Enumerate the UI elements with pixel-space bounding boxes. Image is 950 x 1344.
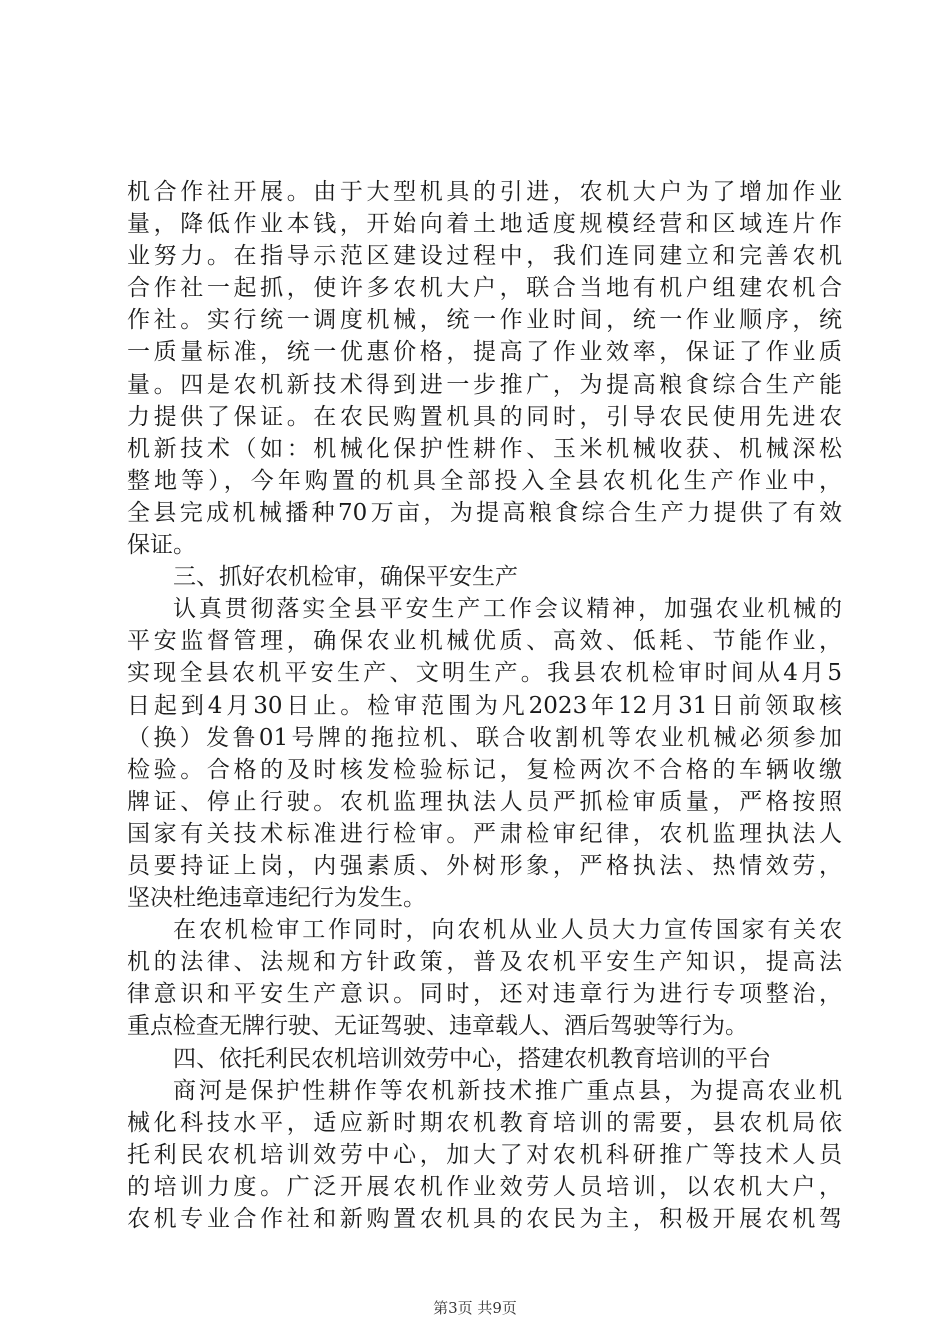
text-line: 一质量标准，统一优惠价格，提高了作业效率，保证了作业质 [127, 339, 842, 366]
text-line: 机的法律、法规和方针政策，普及农机平安生产知识，提高法 [127, 949, 842, 976]
text-line: 日起到4月30日止。检审范围为凡2023年12月31日前领取核 [127, 692, 842, 719]
text-line: 律意识和平安生产意识。同时，还对违章行为进行专项整治， [127, 981, 842, 1008]
text-line: （换）发鲁01号牌的拖拉机、联合收割机等农业机械必须参加 [127, 724, 842, 751]
text-line: 三、抓好农机检审，确保平安生产 [173, 564, 518, 591]
text-line: 重点检查无牌行驶、无证驾驶、违章载人、酒后驾驶等行为。 [127, 1013, 748, 1040]
text-line: 的培训力度。广泛开展农机作业效劳人员培训，以农机大户， [127, 1173, 842, 1200]
text-line: 商河是保护性耕作等农机新技术推广重点县，为提高农业机 [173, 1077, 842, 1104]
text-line: 械化科技水平，适应新时期农机教育培训的需要，县农机局依 [127, 1109, 842, 1136]
text-line: 坚决杜绝违章违纪行为发生。 [127, 885, 426, 912]
text-line: 量，降低作业本钱，开始向着土地适度规模经营和区域连片作 [127, 211, 842, 238]
text-line: 在农机检审工作同时，向农机从业人员大力宣传国家有关农 [173, 917, 842, 944]
text-line: 保证。 [127, 532, 196, 559]
text-line: 检验。合格的及时核发检验标记，复检两次不合格的车辆收缴 [127, 756, 842, 783]
text-line: 国家有关技术标准进行检审。严肃检审纪律，农机监理执法人 [127, 820, 842, 847]
text-line: 机新技术（如：机械化保护性耕作、玉米机械收获、机械深松 [127, 435, 842, 462]
text-line: 整地等），今年购置的机具全部投入全县农机化生产作业中， [127, 467, 842, 494]
text-line: 四、依托利民农机培训效劳中心，搭建农机教育培训的平台 [173, 1045, 771, 1072]
text-line: 量。四是农机新技术得到进一步推广，为提高粮食综合生产能 [127, 371, 842, 398]
text-line: 农机专业合作社和新购置农机具的农民为主，积极开展农机驾 [127, 1206, 842, 1232]
text-line: 作社。实行统一调度机械，统一作业时间，统一作业顺序，统 [127, 307, 842, 334]
text-line: 托利民农机培训效劳中心，加大了对农机科研推广等技术人员 [127, 1141, 842, 1168]
text-line: 合作社一起抓，使许多农机大户，联合当地有机户组建农机合 [127, 275, 842, 302]
text-line: 牌证、停止行驶。农机监理执法人员严抓检审质量，严格按照 [127, 788, 842, 815]
text-line: 全县完成机械播种70万亩，为提高粮食综合生产力提供了有效 [127, 499, 842, 526]
text-line: 力提供了保证。在农民购置机具的同时，引导农民使用先进农 [127, 403, 842, 430]
document-body [127, 176, 842, 1235]
text-line: 机合作社开展。由于大型机具的引进，农机大户为了增加作业 [127, 179, 842, 205]
text-line: 员要持证上岗，内强素质、外树形象，严格执法、热情效劳， [127, 852, 842, 879]
text-line: 实现全县农机平安生产、文明生产。我县农机检审时间从4月5 [127, 660, 842, 687]
page-footer: 第3页 共9页 [433, 1299, 517, 1317]
text-line: 业努力。在指导示范区建设过程中，我们连同建立和完善农机 [127, 243, 842, 270]
text-line: 平安监督管理，确保农业机械优质、高效、低耗、节能作业， [127, 628, 842, 655]
text-line: 认真贯彻落实全县平安生产工作会议精神，加强农业机械的 [173, 596, 842, 623]
